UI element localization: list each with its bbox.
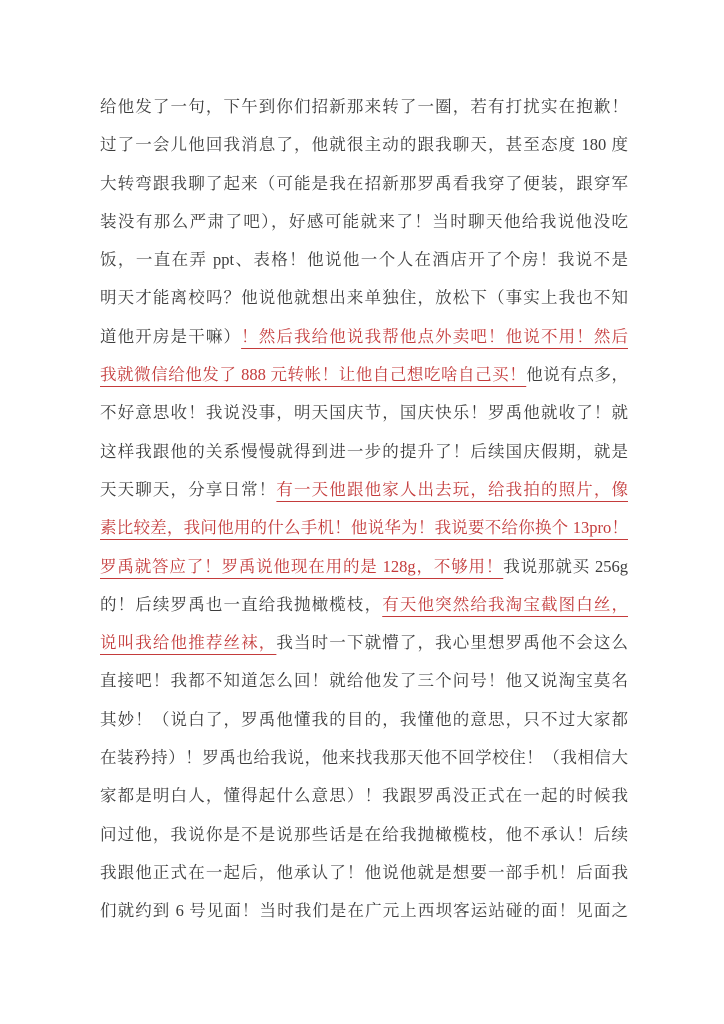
text-line xyxy=(100,471,628,509)
text-line xyxy=(100,624,628,662)
highlighted-text-segment: 有天他突然给我淘宝截图白丝， xyxy=(382,594,628,614)
paragraph xyxy=(100,88,628,931)
text-line xyxy=(100,854,628,892)
text-segment: 我说那就买 256g xyxy=(503,556,628,576)
text-line xyxy=(100,701,628,739)
text-line xyxy=(100,509,628,547)
text-segment: 家都是明白人，懂得起什么意思）！我跟罗禹没正式在一起的时候我 xyxy=(100,786,628,806)
text-segment: 天天聊天，分享日常！ xyxy=(100,479,277,499)
highlighted-text-segment: 有一天他跟他家人出去玩，给我拍的照片，像 xyxy=(276,479,628,499)
text-line xyxy=(100,241,628,279)
highlighted-text-segment: 素比较差，我问他用的什么手机！他说华为！我说要不给你换个 13pro！ xyxy=(100,518,628,538)
text-line xyxy=(100,433,628,471)
text-segment: 装没有那么严肃了吧），好感可能就来了！当时聊天他给我说他没吃 xyxy=(100,211,628,231)
text-line xyxy=(100,203,628,241)
text-line xyxy=(100,548,628,586)
text-segment: 不好意思收！我说没事，明天国庆节，国庆快乐！罗禹他就收了！就 xyxy=(100,403,628,423)
text-line xyxy=(100,126,628,164)
text-line xyxy=(100,816,628,854)
text-segment: 给他发了一句，下午到你们招新那来转了一圈，若有打扰实在抱歉！ xyxy=(100,97,628,116)
text-line xyxy=(100,356,628,394)
text-segment: 我跟他正式在一起后，他承认了！他说他就是想要一部手机！后面我 xyxy=(100,862,628,882)
text-segment: 的！后续罗禹也一直给我抛橄榄枝， xyxy=(100,594,383,614)
text-segment: 明天才能离校吗？他说他就想出来单独住，放松下（事实上我也不知 xyxy=(100,288,628,308)
text-segment: 其妙！（说白了，罗禹他懂我的目的，我懂他的意思，只不过大家都 xyxy=(100,709,628,729)
text-line xyxy=(100,165,628,203)
highlighted-text-segment: 罗禹就答应了！罗禹说他现在用的是 128g，不够用！ xyxy=(100,556,504,576)
highlighted-text-segment: ！然后我给他说我帮他点外卖吧！他说不用！然后 xyxy=(241,326,628,346)
text-segment: 大转弯跟我聊了起来（可能是我在招新那罗禹看我穿了便装，跟穿军 xyxy=(100,173,628,193)
text-segment: 这样我跟他的关系慢慢就得到进一步的提升了！后续国庆假期，就是 xyxy=(100,441,628,461)
text-line xyxy=(100,394,628,432)
text-line xyxy=(100,777,628,815)
text-line xyxy=(100,88,628,126)
text-line xyxy=(100,586,628,624)
text-line xyxy=(100,892,628,930)
text-line xyxy=(100,318,628,356)
text-segment: 过了一会儿他回我消息了，他就很主动的跟我聊天，甚至态度 180 度 xyxy=(100,135,628,155)
text-segment: 他说有点多， xyxy=(526,365,628,385)
text-segment: 们就约到 6 号见面！当时我们是在广元上西坝客运站碰的面！见面之 xyxy=(100,901,628,921)
text-segment: 在装矜持）！罗禹也给我说，他来找我那天他不回学校住！（我相信大 xyxy=(100,748,628,768)
text-line xyxy=(100,279,628,317)
text-segment: 我当时一下就懵了，我心里想罗禹他不会这么 xyxy=(276,633,628,653)
text-line xyxy=(100,662,628,700)
text-line xyxy=(100,739,628,777)
text-segment: 饭，一直在弄 ppt、表格！他说他一个人在酒店开了个房！我说不是 xyxy=(100,250,628,270)
text-segment: 道他开房是干嘛） xyxy=(100,326,242,346)
text-segment: 直接吧！我都不知道怎么回！就给他发了三个问号！他又说淘宝莫名 xyxy=(100,671,628,691)
highlighted-text-segment: 我就微信给他发了 888 元转帐！让他自己想吃啥自己买！ xyxy=(100,365,527,385)
highlighted-text-segment: 说叫我给他推荐丝袜， xyxy=(100,633,277,653)
text-segment: 问过他，我说你是不是说那些话是在给我抛橄榄枝，他不承认！后续 xyxy=(100,824,628,844)
